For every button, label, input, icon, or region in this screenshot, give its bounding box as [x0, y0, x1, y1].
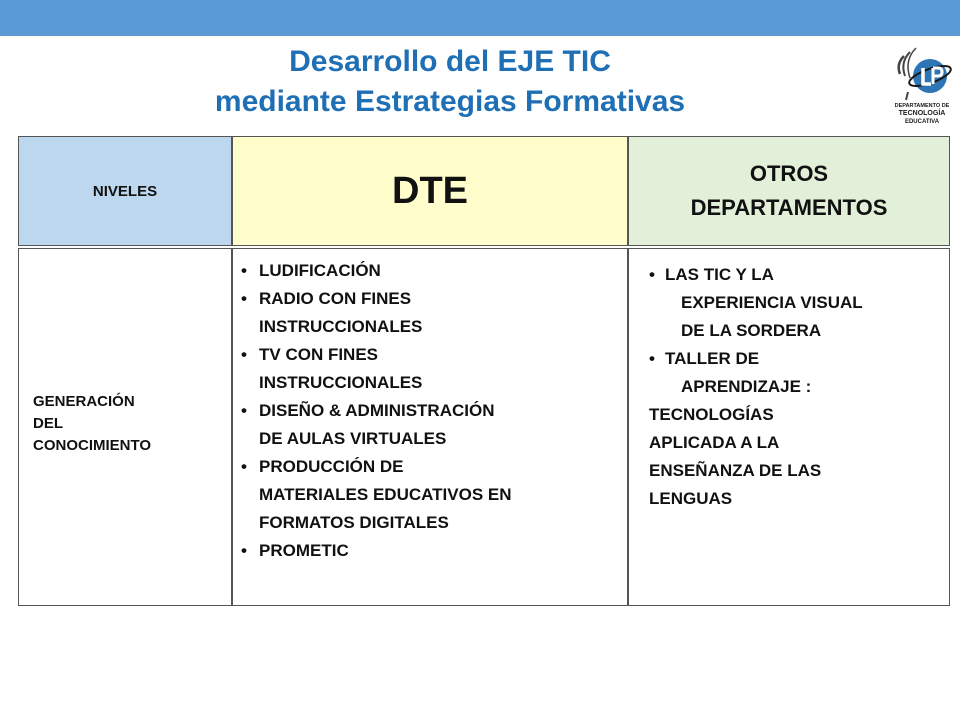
cell-nivel-generacion	[18, 248, 232, 606]
logo-line-2: TECNOLOGÍA	[898, 110, 946, 117]
list-item	[241, 453, 621, 537]
slide-title	[60, 42, 840, 122]
item-line: EXPERIENCIA VISUAL	[681, 293, 863, 312]
list-item	[649, 345, 945, 401]
header-dte-label: DTE	[392, 169, 468, 212]
header-dte	[232, 136, 628, 246]
header-niveles-label: NIVELES	[92, 182, 158, 200]
list-item	[241, 341, 621, 397]
logo-caption	[890, 102, 954, 126]
list-item	[241, 537, 621, 565]
item-line: DE AULAS VIRTUALES	[259, 429, 447, 448]
item-line: LENGUAS	[649, 489, 733, 508]
item-line: INSTRUCCIONALES	[259, 373, 423, 392]
item-line: • TV CON FINES	[259, 345, 379, 364]
item-line: • PROMETIC	[259, 541, 349, 560]
header-otros-line-2: DEPARTAMENTOS	[690, 195, 888, 220]
nivel-label	[33, 391, 151, 457]
title-line-1: Desarrollo del EJE TIC	[289, 45, 611, 78]
title-line-2: mediante Estrategias Formativas	[214, 85, 686, 118]
item-line: • LUDIFICACIÓN	[259, 261, 381, 280]
nivel-line-1: GENERACIÓN	[33, 393, 135, 410]
cell-otros-departamentos-items	[628, 248, 950, 606]
nivel-line-2: DEL	[33, 415, 63, 432]
item-line: MATERIALES EDUCATIVOS EN	[259, 485, 512, 504]
top-accent-bar	[0, 0, 960, 36]
otros-item-list	[649, 261, 945, 513]
cell-dte-items	[232, 248, 628, 606]
item-line: INSTRUCCIONALES	[259, 317, 423, 336]
list-item	[241, 257, 621, 285]
dte-item-list	[241, 257, 621, 565]
item-line: • DISEÑO & ADMINISTRACIÓN	[259, 401, 495, 420]
header-niveles	[18, 136, 232, 246]
department-logo	[890, 42, 954, 128]
item-line: • LAS TIC Y LA	[665, 265, 774, 284]
header-otros-line-1: OTROS	[749, 161, 829, 186]
item-line: APLICADA A LA	[649, 433, 780, 452]
header-otros-departamentos	[628, 136, 950, 246]
item-line: TECNOLOGÍAS	[649, 405, 774, 424]
department-logo-icon	[890, 42, 954, 104]
logo-line-1: DEPARTAMENTO DE	[894, 103, 950, 109]
item-line: DE LA SORDERA	[681, 321, 822, 340]
list-item	[241, 285, 621, 341]
item-line: • PRODUCCIÓN DE	[259, 457, 404, 476]
list-item	[241, 397, 621, 453]
item-line: • RADIO CON FINES	[259, 289, 412, 308]
item-line: APRENDIZAJE :	[681, 377, 812, 396]
item-line: ENSEÑANZA DE LAS	[649, 461, 822, 480]
nivel-line-3: CONOCIMIENTO	[33, 437, 152, 454]
list-item	[649, 261, 945, 345]
item-line: FORMATOS DIGITALES	[259, 513, 449, 532]
logo-line-3: EDUCATIVA	[904, 119, 940, 125]
item-line: • TALLER DE	[665, 349, 760, 368]
